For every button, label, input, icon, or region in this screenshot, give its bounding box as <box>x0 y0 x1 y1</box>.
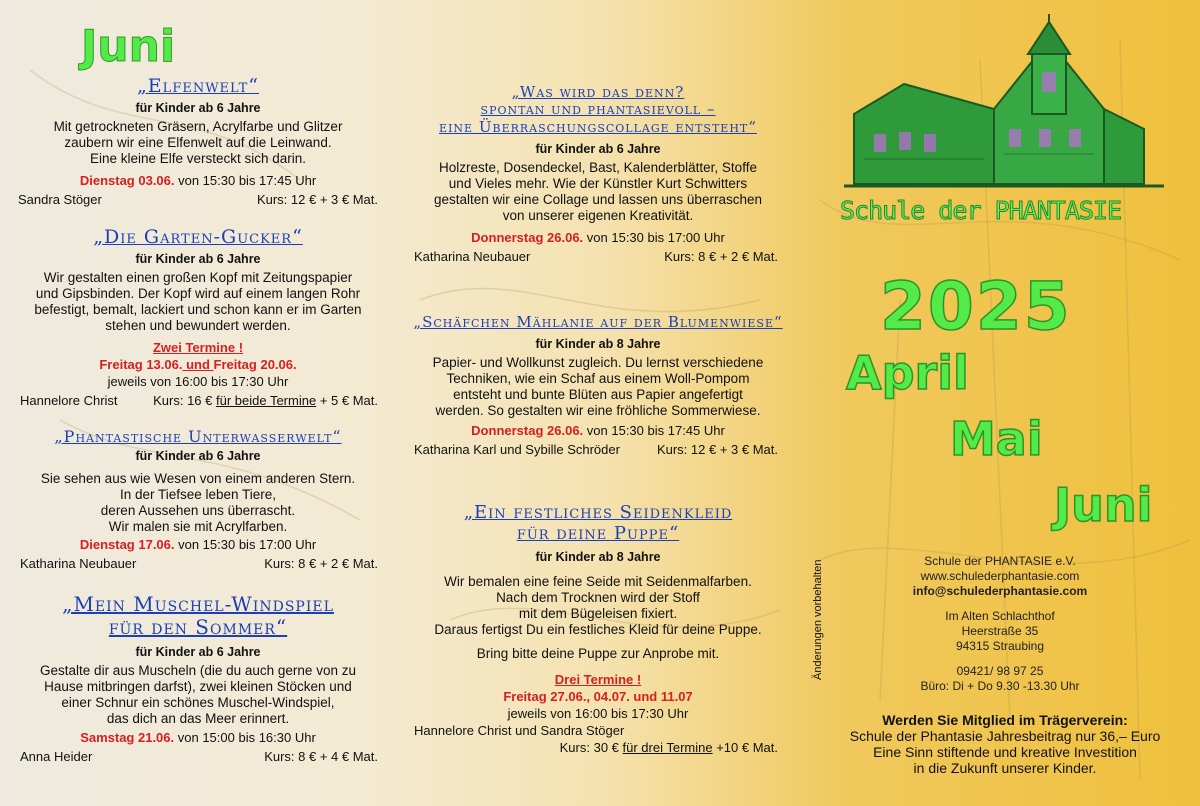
event-date: Samstag 21.06. von 15:00 bis 16:30 Uhr <box>80 730 316 746</box>
column-middle <box>408 0 788 755</box>
event-description: Mit getrockneten Gräsern, Acrylfarbe und Glitzer zaubern wir eine Elfenwelt auf die Leinwand. Eine kleine Elfe versteckt sich darin. <box>53 118 343 166</box>
event-note: Bring bitte deine Puppe zur Anprobe mit. <box>476 646 720 662</box>
teacher-name: Sandra Stöger <box>18 191 102 207</box>
teacher-name: Katharina Neubauer <box>20 556 137 572</box>
course-price: Kurs: 8 € + 4 € Mat. <box>264 749 378 765</box>
email-link: info@schulederphantasie.com <box>912 584 1088 598</box>
teacher-name: Hannelore Christ <box>20 392 118 408</box>
event-description: Holzreste, Dosendeckel, Bast, Kalenderblätter, Stoffe und Vieles mehr. Wie der Künstler Kurt Schwitters gestalten wir eine Collage und lassen uns überraschen von unserer eigenen Kreativität. <box>434 159 762 223</box>
event-title: „Ein festliches Seidenkleid für deine Puppe“ <box>463 502 733 544</box>
event-date: Dienstag 17.06. von 15:30 bis 17:00 Uhr <box>79 537 317 553</box>
month-mai: Mai <box>950 412 1043 466</box>
month-april: April <box>846 346 969 400</box>
school-name-logo: Schule der PHANTASIE <box>840 196 1122 225</box>
event-age: für Kinder ab 6 Jahre <box>135 449 261 464</box>
school-building-illustration <box>844 14 1164 194</box>
event-footer <box>408 442 788 457</box>
event-unterwasserwelt <box>8 428 388 571</box>
event-footer <box>8 192 388 207</box>
event-age: für Kinder ab 6 Jahre <box>135 100 261 115</box>
event-elfenwelt <box>8 76 388 207</box>
event-termine: Zwei Termine ! <box>152 339 244 355</box>
event-ueberraschungscollage <box>408 84 788 264</box>
event-age: für Kinder ab 6 Jahre <box>135 645 261 660</box>
membership-block: Werden Sie Mitglied im Trägerverein: Schule der Phantasie Jahresbeitrag nur 36,– Euro Eine Sinn stiftende und kreative Investition in die Zukunft unserer Kinder. <box>810 712 1200 776</box>
course-price: Kurs: 16 € für beide Termine + 5 € Mat. <box>153 392 378 408</box>
event-footer <box>408 249 788 264</box>
course-price: Kurs: 12 € + 3 € Mat. <box>256 191 378 207</box>
event-age: für Kinder ab 8 Jahre <box>535 550 661 565</box>
event-footer <box>8 393 388 408</box>
event-seidenkleid <box>408 503 788 755</box>
event-date: Freitag 13.06. und Freitag 20.06. <box>99 356 297 372</box>
event-age: für Kinder ab 8 Jahre <box>535 337 661 351</box>
column-left <box>8 0 388 764</box>
event-footer <box>8 749 388 764</box>
event-description: Papier- und Wollkunst zugleich. Du lernst verschiedene Techniken, wie ein Schaf aus einem Woll-Pompom entsteht und bunte Blüten aus Papier angefertigt werden. So gestalten wir eine fröhliche Sommerwiese. <box>432 355 764 418</box>
event-muschel-windspiel <box>8 593 388 764</box>
teacher-name: Hannelore Christ und Sandra Stöger <box>414 723 625 739</box>
contact-address: Schule der PHANTASIE e.V. www.schulederphantasie.com info@schulederphantasie.com Im Alten Schlachthof Heerstraße 35 94315 Straubing 09421/ 98 97 25 Büro: Di + Do 9.30 -13.30 Uhr <box>890 554 1110 694</box>
event-age: für Kinder ab 6 Jahre <box>535 141 661 156</box>
event-description: Sie sehen aus wie Wesen von einem anderen Stern. In der Tiefsee leben Tiere, deren Aussehen uns überrascht. Wir malen sie mit Acrylfarben. <box>40 471 356 535</box>
event-date: Dienstag 03.06. von 15:30 bis 17:45 Uhr <box>79 172 317 188</box>
event-time: jeweils von 16:00 bis 17:30 Uhr <box>507 706 689 722</box>
event-date: Freitag 27.06., 04.07. und 11.07 <box>503 689 693 705</box>
course-price: Kurs: 8 € + 2 € Mat. <box>264 556 378 572</box>
event-termine: Drei Termine ! <box>554 672 642 688</box>
membership-title: Werden Sie Mitglied im Trägerverein: <box>882 712 1128 728</box>
changes-reserved-note: Änderungen vorbehalten <box>812 559 824 680</box>
event-description: Wir gestalten einen großen Kopf mit Zeitungspapier und Gipsbinden. Der Kopf wird auf einem langen Rohr befestigt, bemalt, lackiert und schon kann er im Garten stehen und bewundert werden. <box>34 269 362 333</box>
teacher-name: Katharina Karl und Sybille Schröder <box>414 442 620 457</box>
event-garten-gucker <box>8 227 388 408</box>
event-description: Wir bemalen eine feine Seide mit Seidenmalfarben. Nach dem Trocknen wird der Stoff mit dem Bügeleisen fixiert. Daraus fertigst Du ein festliches Kleid für deine Puppe. <box>434 574 762 638</box>
event-title: „Elfenwelt“ <box>136 75 260 97</box>
event-schaefchen <box>408 314 788 457</box>
event-title: „Die Garten-Gucker“ <box>93 225 303 248</box>
event-date: Donnerstag 26.06. von 15:30 bis 17:00 Uhr <box>471 229 725 245</box>
month-juni: Juni <box>1054 478 1153 532</box>
course-price: Kurs: 8 € + 2 € Mat. <box>664 248 778 264</box>
event-title: „Schäfchen Mählanie auf der Blumenwiese“ <box>413 312 783 331</box>
event-footer <box>8 556 388 571</box>
course-price: Kurs: 30 € für drei Termine +10 € Mat. <box>559 740 778 756</box>
event-description: Gestalte dir aus Muscheln (die du auch gerne von zu Hause mitbringen darfst), zwei kleinen Stöcken und einer Schnur ein schönes Muschel-Windspiel, das dich an das Meer erinnert. <box>40 663 356 727</box>
teacher-name: Anna Heider <box>20 749 93 765</box>
event-title: „Phantastische Unterwasserwelt“ <box>54 426 342 446</box>
event-title: „Was wird das denn? spontan und phantasievoll – eine Überraschungscollage entsteht“ <box>439 83 757 136</box>
event-title: „Mein Muschel-Windspiel für den Sommer“ <box>62 592 334 640</box>
event-time: jeweils von 16:00 bis 17:30 Uhr <box>107 373 289 389</box>
month-heading: Juni <box>80 21 176 72</box>
event-date: Donnerstag 26.06. von 15:30 bis 17:45 Uhr <box>471 423 725 438</box>
year-heading: 2025 <box>880 268 1072 345</box>
teacher-name: Katharina Neubauer <box>414 248 531 264</box>
course-price: Kurs: 12 € + 3 € Mat. <box>656 442 778 457</box>
event-age: für Kinder ab 6 Jahre <box>135 251 261 266</box>
column-right <box>800 0 1200 806</box>
